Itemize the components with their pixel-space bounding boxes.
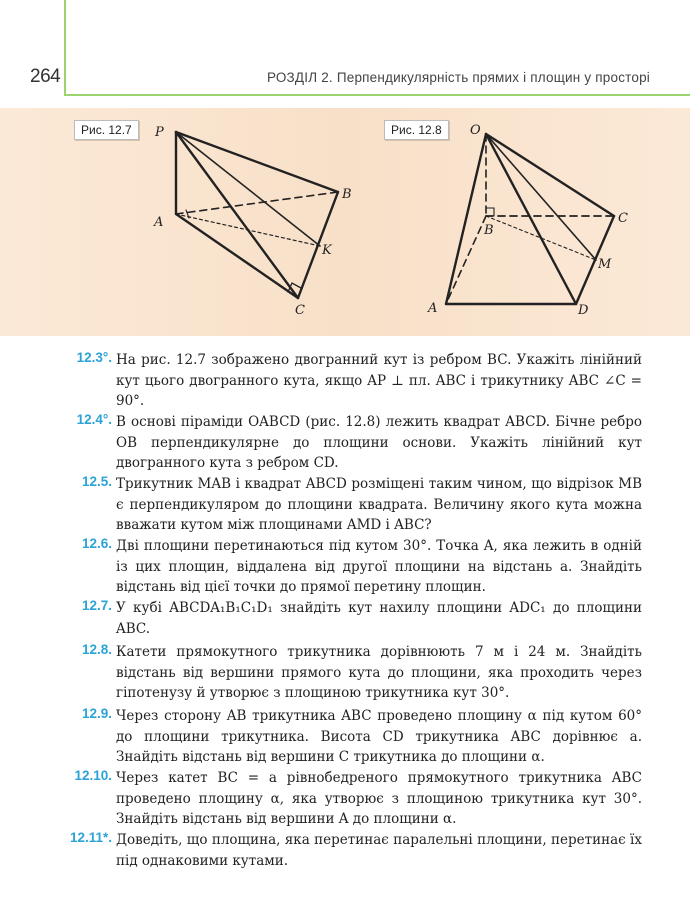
point-O-label: O — [470, 123, 481, 138]
problem-text: Трикутник MAB і квадрат ABCD розміщені таким чином, що відрізок MB є перпендикуляром до площини квадрата. Величину якого кута можна вважати кутом між площинами AMD і ABC? — [116, 476, 642, 533]
page-number: 264 — [30, 66, 61, 87]
problem-text: Через катет BC = a рівнобедреного прямокутного трикутника ABC проведено площину α, яка утворює з площиною трикутника кут 30°. Знайдіть відстань від вершини A до площини α. — [116, 770, 642, 827]
point-A-label: A — [154, 215, 164, 230]
figure-12-7 — [176, 132, 338, 298]
problem-text: Катети прямокутного трикутника дорівнюють 7 м і 24 м. Знайдіть відстань від вершини прямого кута до площини, яка проходить через гіпотенузу й утворює з площиною трикутника кут 30°. — [116, 644, 642, 701]
problem-number: 12.11*. — [69, 830, 112, 845]
problem-text: У кубі ABCDA₁B₁C₁D₁ знайдіть кут нахилу площини ADC₁ до площини ABC. — [116, 600, 642, 637]
problem-text: Через сторону AB трикутника ABC проведено площину α під кутом 60° до площини трикутника. Висота CD трикутника ABC дорівнює a. Знайдіть відстань від вершини C трикутника до площини α. — [116, 708, 642, 765]
edge-BA-dashed — [446, 216, 486, 304]
figure-12-8 — [446, 134, 614, 304]
point-M-label: M — [598, 257, 612, 272]
point-B-label: B — [342, 187, 352, 202]
problem-text: Доведіть, що площина, яка перетинає паралельні площини, перетинає їх під однаковими кутами. — [116, 832, 642, 869]
problem-number: 12.10. — [74, 768, 112, 783]
point-C-label: C — [295, 303, 305, 318]
problem-number: 12.7. — [81, 598, 112, 613]
point-A2-label: A — [428, 301, 438, 316]
header-vertical-rule — [64, 0, 66, 96]
point-B2-label: B — [484, 223, 494, 238]
problem-number: 12.8. — [81, 642, 112, 657]
point-C2-label: C — [618, 211, 628, 226]
figure-12-8-label: Рис. 12.8 — [384, 120, 449, 140]
right-angle-mark-C — [288, 283, 301, 292]
point-K-label: K — [322, 243, 332, 258]
edge-PB — [176, 132, 338, 192]
figure-12-7-label: Рис. 12.7 — [74, 120, 139, 140]
edge-OA — [446, 134, 486, 304]
problem-number: 12.4°. — [76, 412, 112, 427]
problem-number: 12.5. — [81, 474, 112, 489]
edge-OM — [486, 134, 596, 260]
edge-OC — [486, 134, 614, 216]
point-P-label: P — [155, 125, 164, 140]
problem-number: 12.6. — [81, 536, 112, 551]
header-horizontal-rule — [64, 94, 690, 96]
problem-number: 12.9. — [81, 706, 112, 721]
problem-number: 12.3°. — [76, 350, 112, 365]
chapter-title: РОЗДІЛ 2. Перпендикулярність прямих і площин у просторі — [266, 70, 650, 85]
point-D-label: D — [578, 303, 589, 318]
problem-text: В основі піраміди OABCD (рис. 12.8) лежить квадрат ABCD. Бічне ребро OB перпендикулярне до площини основи. Укажіть лінійний кут двогранного кута з ребром CD. — [116, 414, 642, 471]
figures-canvas — [0, 108, 690, 336]
edge-AC — [176, 214, 298, 298]
problem-text: На рис. 12.7 зображено двогранний кут із ребром BC. Укажіть лінійний кут цього двогранного кута, якщо AP ⊥ пл. ABC і трикутнику ABC ∠C = 90°. — [116, 352, 642, 409]
problem-text: Дві площини перетинаються під кутом 30°. Точка A, яка лежить в одній із цих площин, віддалена від другої площини на відстань a. Знайдіть відстань від цієї точки до прямої перетину площин. — [116, 538, 642, 595]
edge-OD — [486, 134, 576, 304]
right-angle-mark-B — [486, 208, 494, 216]
